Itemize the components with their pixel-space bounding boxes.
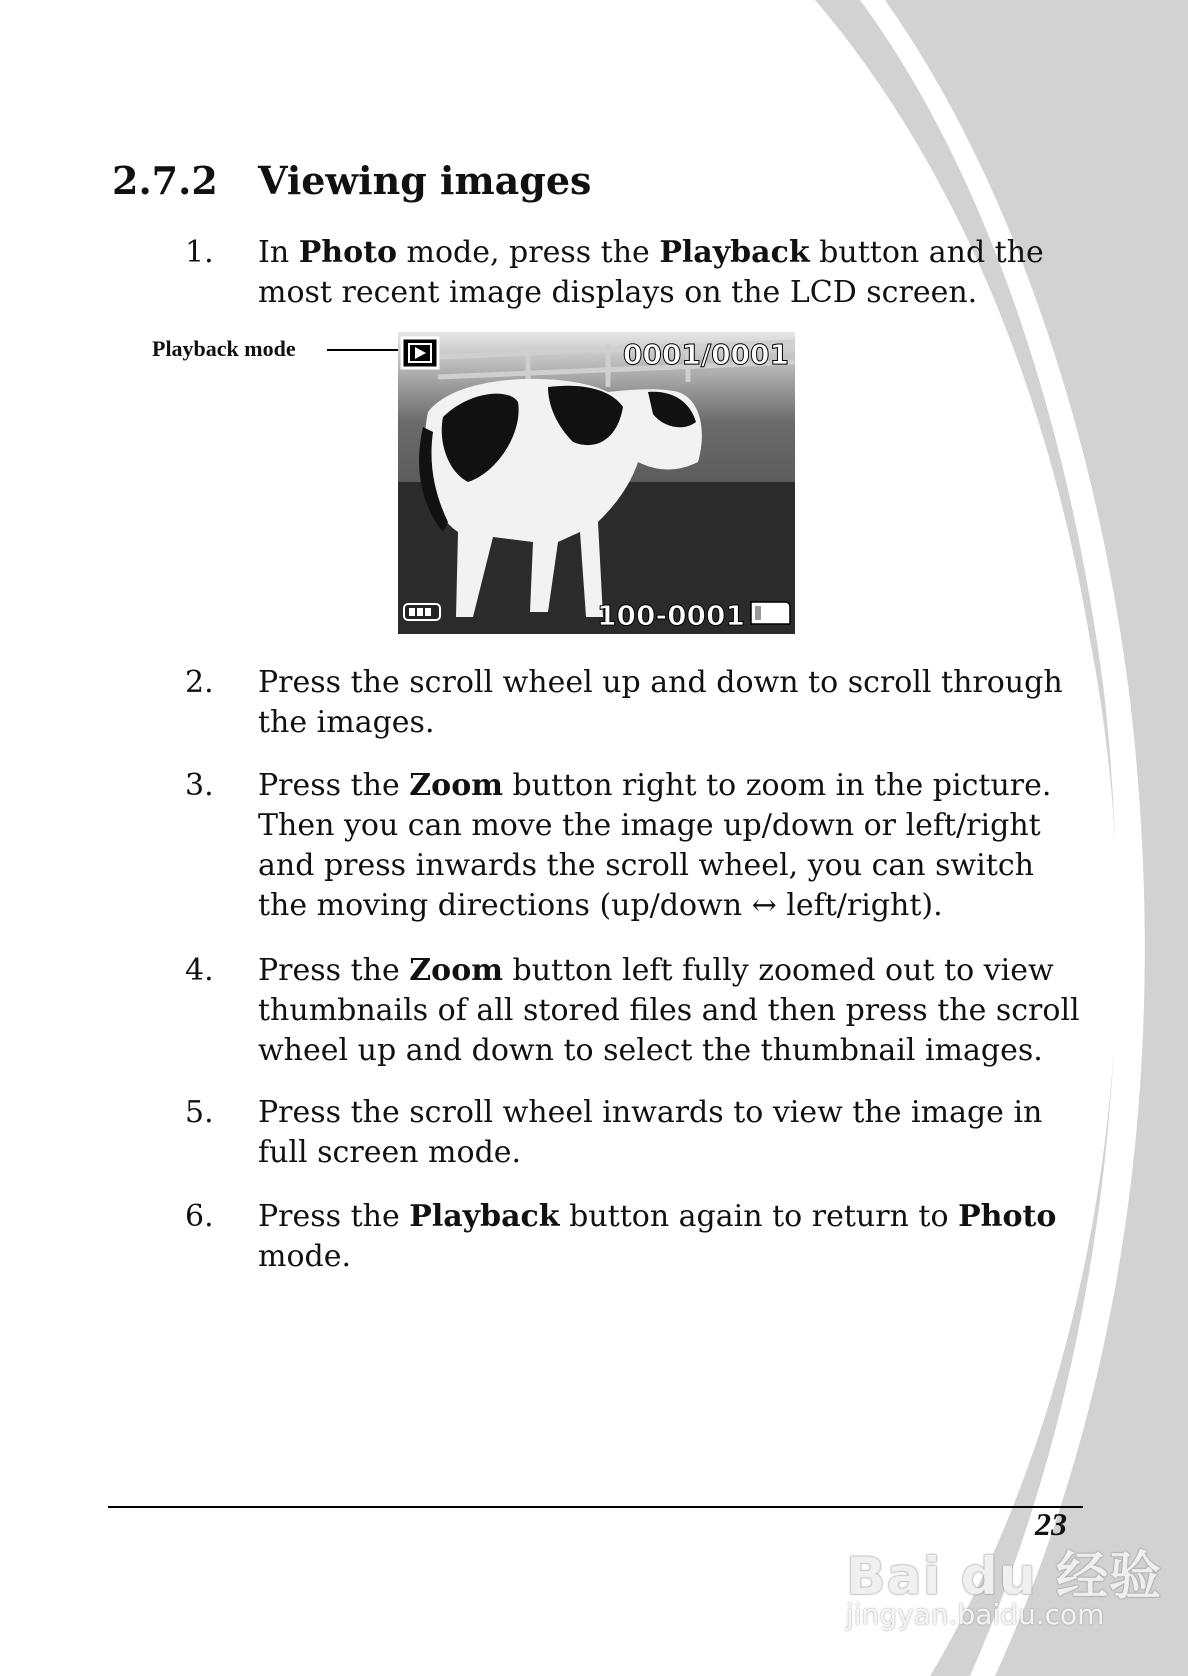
page-number: 23 — [1035, 1506, 1067, 1542]
figure-callout-label: Playback mode — [152, 336, 296, 361]
section-title: Viewing images — [258, 158, 592, 203]
step-number: 5. — [185, 1095, 214, 1130]
watermark-logo: Bai du 经验 — [846, 1547, 1162, 1607]
sd-card-icon — [751, 602, 790, 624]
section-number: 2.7.2 — [112, 158, 218, 203]
step-number: 6. — [185, 1199, 214, 1234]
step-text-run: Press the — [258, 1199, 410, 1234]
step-text-bold: Zoom — [409, 768, 503, 803]
step-text-run: button again to return to — [559, 1199, 959, 1234]
footer-rule — [108, 1506, 1083, 1508]
file-number: 100-0001 — [597, 599, 745, 632]
step-text-run: Press the — [258, 953, 410, 988]
step-text — [258, 951, 1088, 1071]
step-number: 2. — [185, 665, 214, 700]
step-text-run: button right to zoom in the picture. Then you can move the image up/down or left/right and press inwards the scroll wheel, you can switch the moving directions (up/down ↔ left/right). — [258, 768, 1052, 923]
step-text-run: button and the most recent image displays on the LCD screen. — [258, 235, 1044, 310]
step-text-run: Press the — [258, 768, 410, 803]
step-text-run: mode, press the — [396, 235, 660, 270]
step-text-bold: Playback — [659, 235, 810, 270]
step-text-run: button left fully zoomed out to view thumbnails of all stored files and then press the scroll wheel up and down to select the thumbnail images. — [258, 953, 1080, 1068]
step-number: 3. — [185, 768, 214, 803]
step-text-run: In — [258, 235, 299, 270]
step-text-bold: Playback — [409, 1199, 560, 1234]
step-number: 1. — [185, 235, 214, 270]
callout-leader-line — [327, 349, 407, 351]
watermark-url: jingyan.baidu.com — [846, 1598, 1105, 1631]
step-text-bold: Photo — [298, 235, 397, 270]
battery-icon — [404, 604, 440, 620]
step-text: Press the scroll wheel inwards to view the image in full screen mode. — [258, 1095, 1043, 1170]
playback-icon — [402, 338, 438, 368]
step-text-run: mode. — [258, 1239, 352, 1274]
image-counter: 0001/0001 — [622, 338, 789, 371]
step-text-bold: Photo — [958, 1199, 1057, 1234]
step-text — [258, 1197, 1088, 1277]
step-text: Press the scroll wheel up and down to scroll through the images. — [258, 665, 1063, 740]
step-text — [258, 766, 1088, 926]
step-text-bold: Zoom — [409, 953, 503, 988]
lcd-playback-screenshot — [398, 332, 795, 634]
step-number: 4. — [185, 953, 214, 988]
step-text — [258, 233, 1088, 313]
section-heading — [112, 158, 591, 203]
